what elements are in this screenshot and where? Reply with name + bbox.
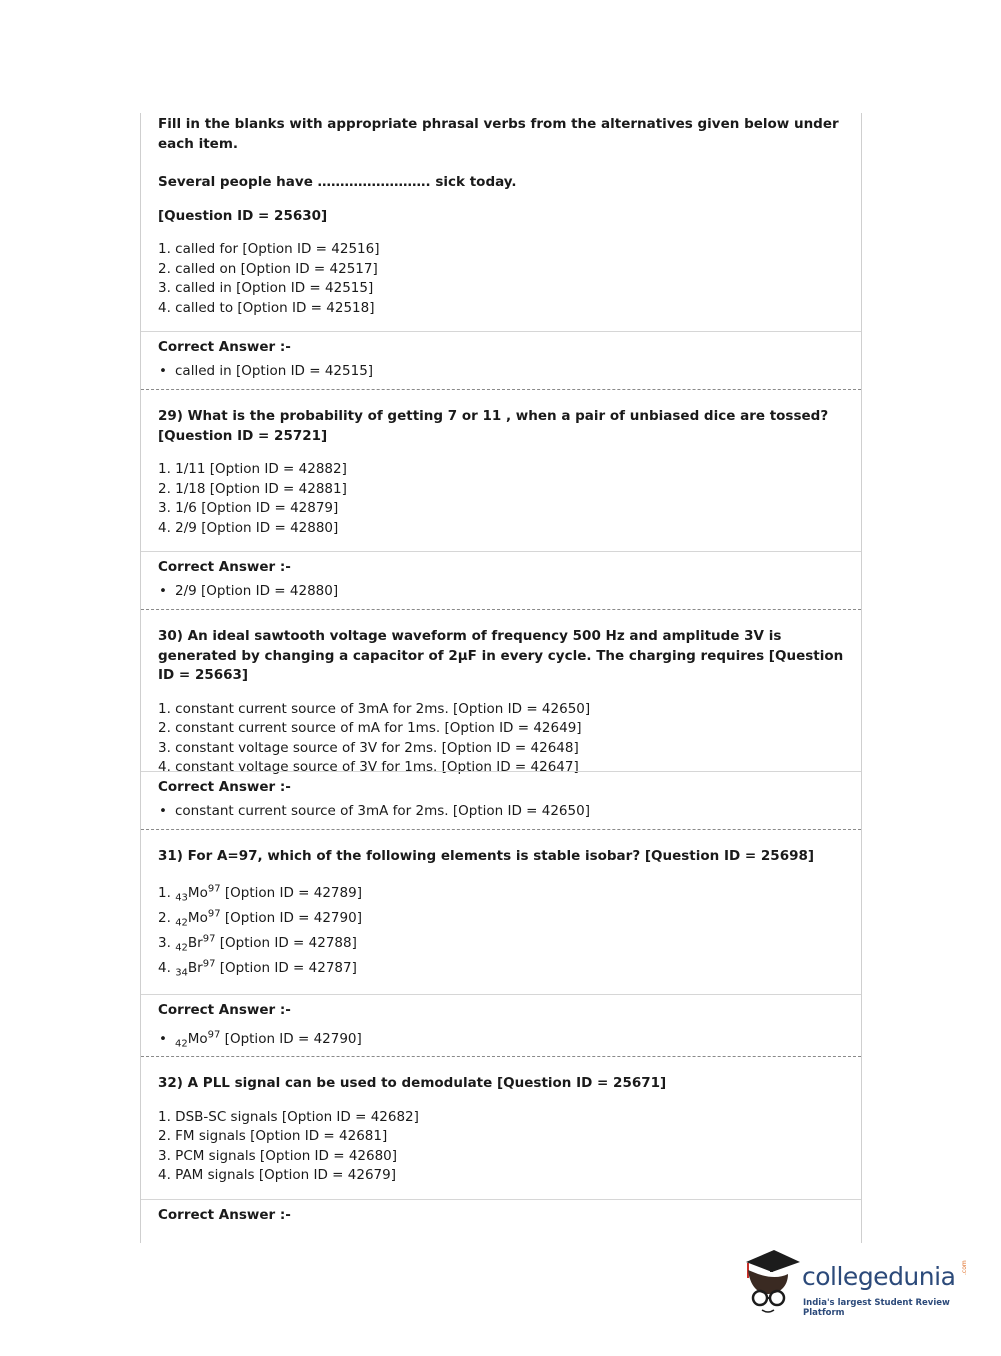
- option-item: 1. constant current source of 3mA for 2ms. [Option ID = 42650]: [158, 700, 591, 717]
- question-separator: [141, 1056, 861, 1057]
- logo-tagline: India's largest Student Review Platform: [803, 1298, 950, 1318]
- option-item: 2. constant current source of mA for 1ms. [Option ID = 42649]: [158, 720, 582, 736]
- option-item: 4. $_{34}Br^{97}$ [Option ID = 42787]: [158, 958, 357, 979]
- question-separator: [141, 389, 861, 390]
- correct-answer-value: • constant current source of 3mA for 2ms. [Option ID = 42650]: [158, 802, 849, 822]
- question-text: 30) An ideal sawtooth voltage waveform of frequency 500 Hz and amplitude 3V is generated by changing a capacitor of 2µF in every cycle. The charging requires [Question ID = 25663]: [158, 628, 844, 683]
- options-list: [158, 1108, 849, 1186]
- question-30: [158, 627, 849, 778]
- question-sentence: Several people have ……………………. sick today.: [158, 174, 517, 190]
- option-item: 1. $_{43}Mo^{97}$ [Option ID = 42789]: [158, 883, 362, 904]
- correct-answer-label: Correct Answer :-: [158, 559, 291, 575]
- correct-answer-label: Correct Answer :-: [158, 779, 291, 795]
- option-item: 3. constant voltage source of 3V for 2ms. [Option ID = 42648]: [158, 739, 579, 756]
- divider: [141, 331, 861, 332]
- question-28: [158, 115, 849, 318]
- correct-answer-label: Correct Answer :-: [158, 339, 291, 355]
- option-item: 2. called on [Option ID = 42517]: [158, 260, 378, 277]
- option-item: 4. constant voltage source of 3V for 1ms. [Option ID = 42647]: [158, 759, 579, 775]
- answer-29: [158, 558, 849, 601]
- divider: [141, 994, 861, 995]
- logo-dotcom: .com: [961, 1260, 968, 1275]
- option-item: 4. PAM signals [Option ID = 42679]: [158, 1167, 396, 1183]
- mascot-icon: [740, 1248, 802, 1320]
- option-item: 1. DSB-SC signals [Option ID = 42682]: [158, 1108, 419, 1125]
- option-item: 2. FM signals [Option ID = 42681]: [158, 1128, 388, 1144]
- answer-32: [158, 1206, 849, 1226]
- answer-30: [158, 778, 849, 821]
- options-list: [158, 700, 849, 778]
- question-id: [Question ID = 25630]: [158, 207, 328, 224]
- question-paper-frame: [140, 113, 862, 1243]
- answer-28: [158, 338, 849, 381]
- answer-31: [158, 1001, 849, 1051]
- correct-answer-label: Correct Answer :-: [158, 1207, 291, 1223]
- question-text: 32) A PLL signal can be used to demodulate [Question ID = 25671]: [158, 1075, 667, 1091]
- option-item: 3. 1/6 [Option ID = 42879]: [158, 500, 339, 516]
- collegedunia-logo: [740, 1248, 970, 1323]
- option-item: 3. called in [Option ID = 42515]: [158, 280, 374, 296]
- question-32: [158, 1074, 849, 1186]
- question-separator: [141, 609, 861, 610]
- option-item: 2. $_{42}Mo^{97}$ [Option ID = 42790]: [158, 908, 362, 929]
- question-29: [158, 407, 849, 538]
- correct-answer-label: Correct Answer :-: [158, 1002, 291, 1018]
- option-item: 4. called to [Option ID = 42518]: [158, 299, 375, 316]
- logo-wordmark: collegedunia: [802, 1262, 956, 1291]
- question-instruction: Fill in the blanks with appropriate phrasal verbs from the alternatives given below under each item.: [158, 116, 839, 152]
- option-item: 1. called for [Option ID = 42516]: [158, 241, 380, 257]
- option-item: 3. $_{42}Br^{97}$ [Option ID = 42788]: [158, 933, 357, 954]
- options-list: [158, 881, 849, 981]
- options-list: [158, 460, 849, 538]
- question-31: [158, 847, 849, 981]
- options-list: [158, 240, 849, 318]
- option-item: 3. PCM signals [Option ID = 42680]: [158, 1147, 398, 1164]
- option-item: 4. 2/9 [Option ID = 42880]: [158, 519, 339, 536]
- divider: [141, 771, 861, 772]
- question-text: 29) What is the probability of getting 7 or 11 , when a pair of unbiased dice are tossed? [Question ID = 25721]: [158, 408, 829, 444]
- correct-answer-value: • 2/9 [Option ID = 42880]: [158, 582, 849, 602]
- correct-answer-value: • called in [Option ID = 42515]: [158, 362, 849, 382]
- option-item: 2. 1/18 [Option ID = 42881]: [158, 480, 347, 497]
- question-separator: [141, 829, 861, 830]
- question-text: 31) For A=97, which of the following elements is stable isobar? [Question ID = 25698]: [158, 848, 815, 864]
- divider: [141, 551, 861, 552]
- divider: [141, 1199, 861, 1200]
- correct-answer-value: • $_{42}Mo^{97}$ [Option ID = 42790]: [158, 1027, 849, 1051]
- option-item: 1. 1/11 [Option ID = 42882]: [158, 461, 347, 477]
